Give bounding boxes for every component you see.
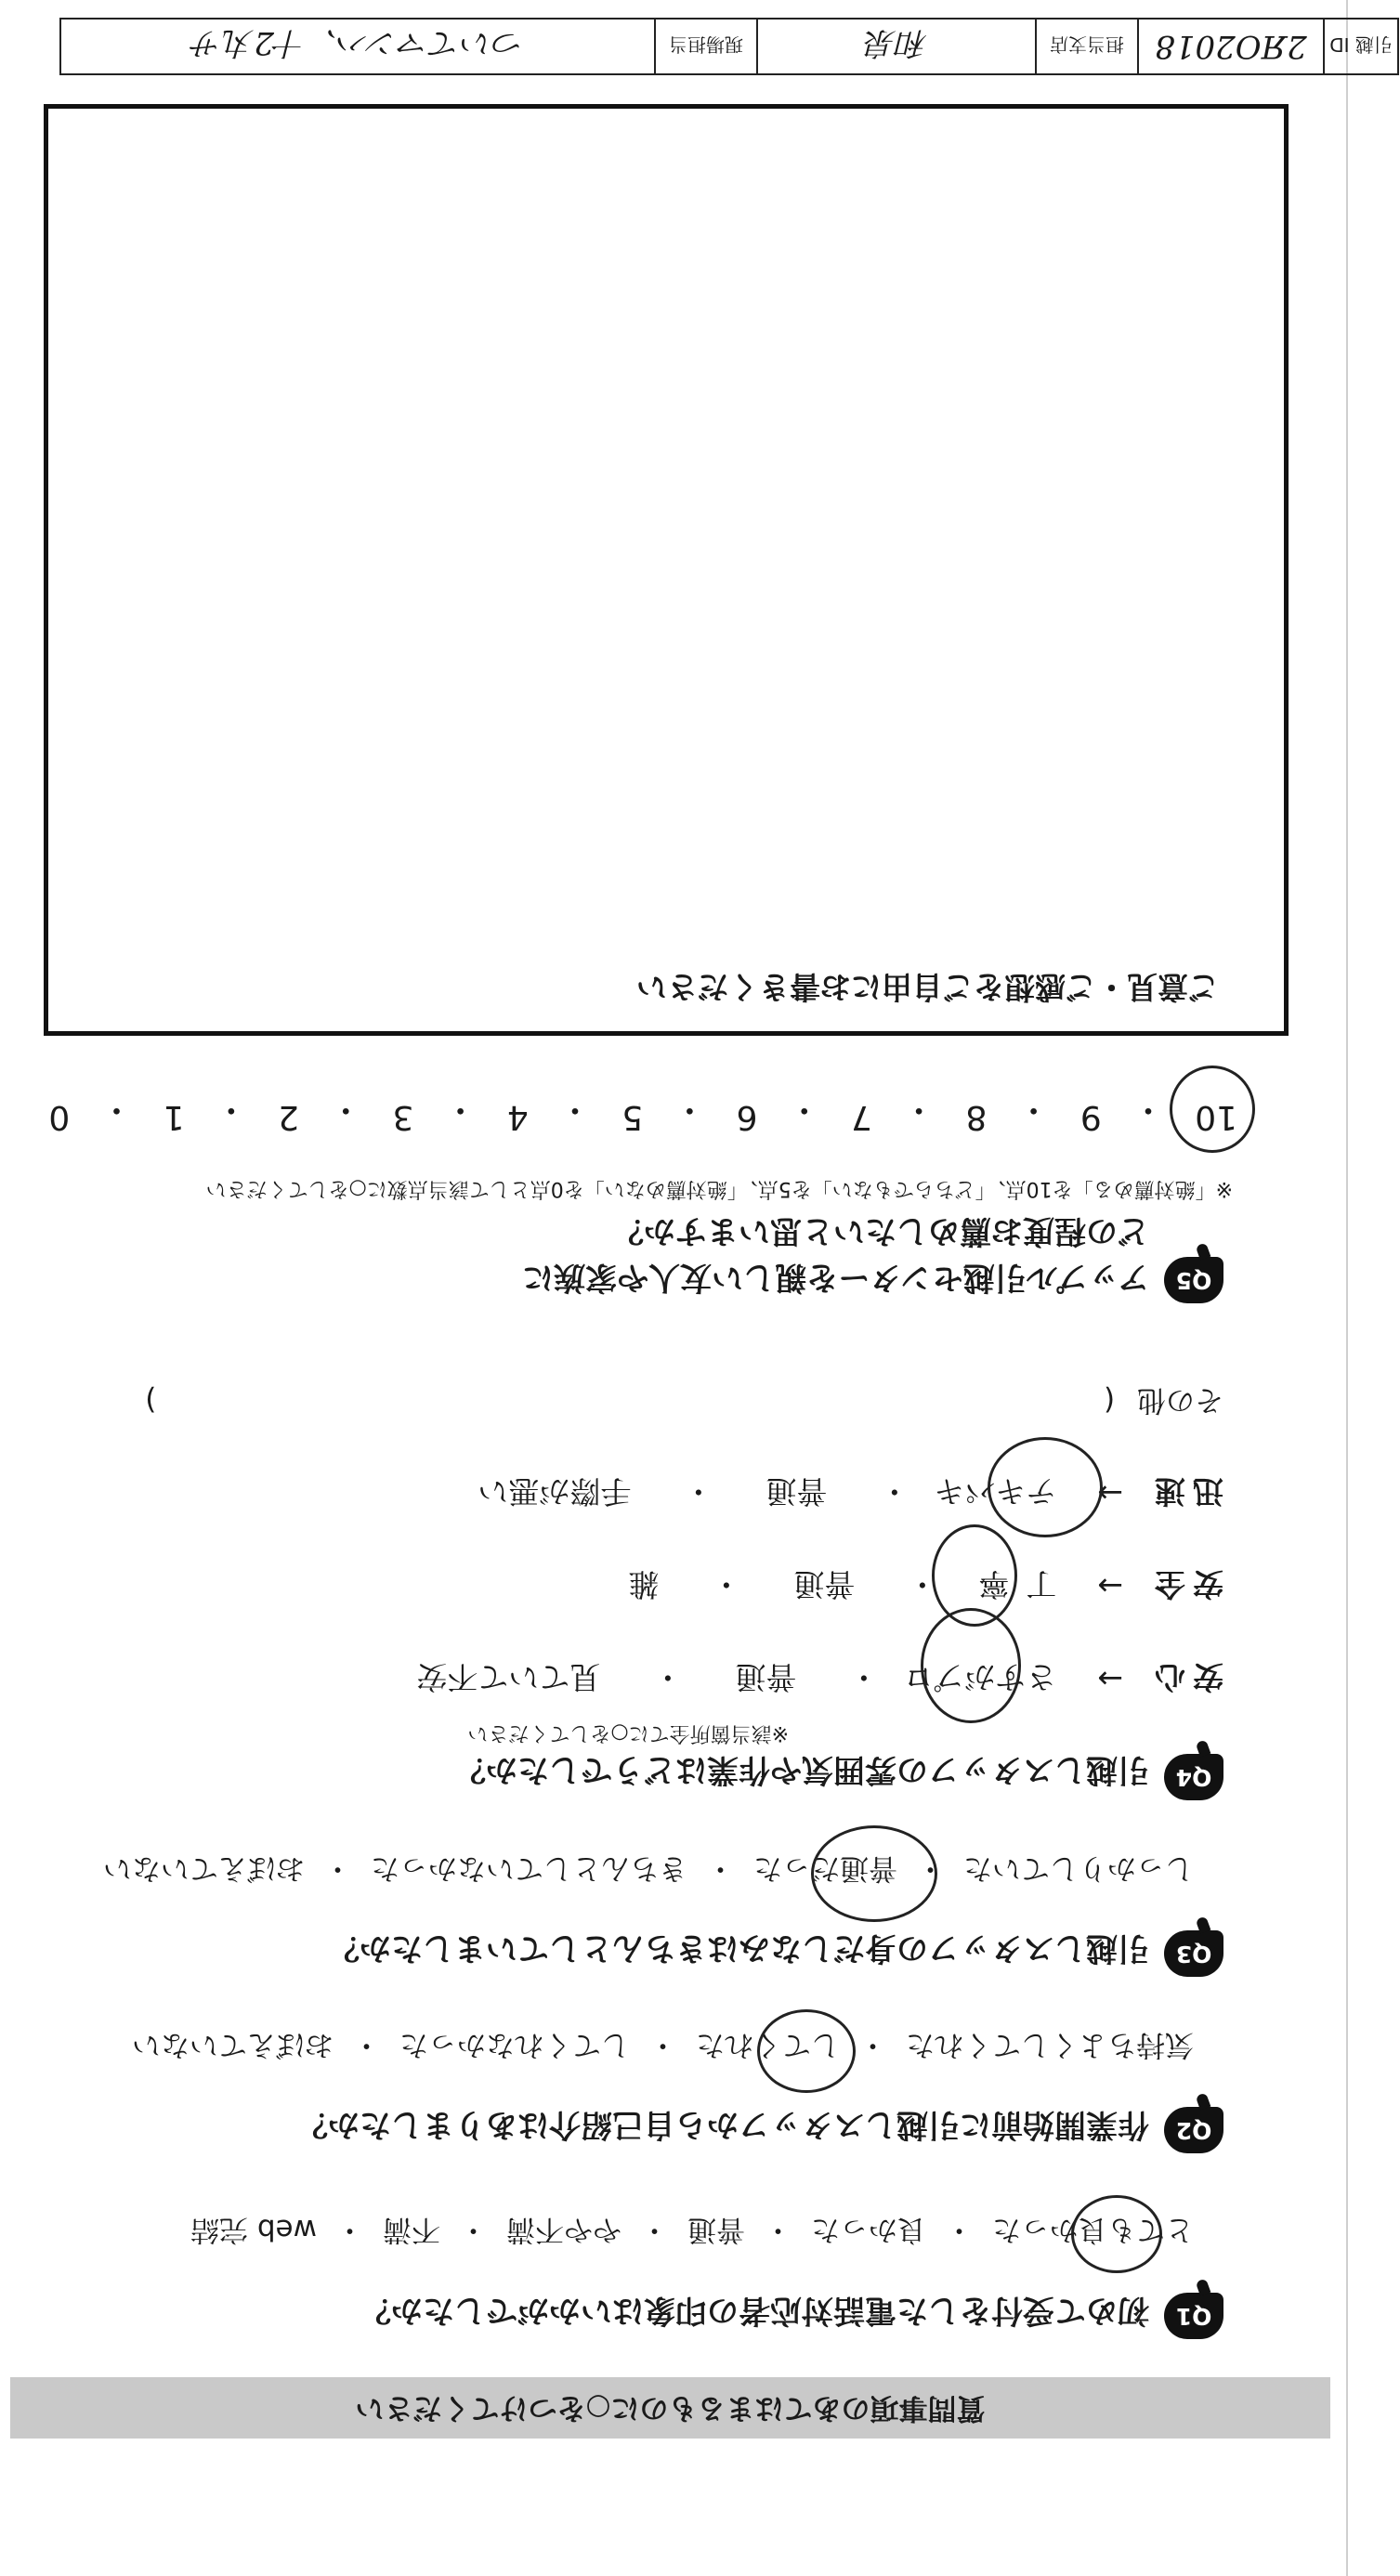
q5-question-line1: アップル引越センターを親しい友人や家族に xyxy=(522,1259,1149,1296)
q5-score[interactable]: 0 xyxy=(48,1098,71,1136)
q4-option[interactable]: 普通 xyxy=(765,1473,828,1510)
header-table xyxy=(59,18,1399,75)
q2-option[interactable]: してくれた xyxy=(696,2028,840,2061)
comment-box[interactable] xyxy=(44,104,1289,1036)
q5-score[interactable]: 6 xyxy=(736,1098,758,1136)
q4-row-label: 安全 xyxy=(1147,1566,1223,1602)
q5-score[interactable]: 10 xyxy=(1195,1098,1237,1136)
q4-other-close: ) xyxy=(145,1383,157,1417)
q5-question-line2: どの程度お薦めしたいと思いますか？ xyxy=(612,1212,1149,1249)
q1-selection-circle xyxy=(1071,2195,1162,2273)
q1-badge: Q1 xyxy=(1164,2293,1223,2339)
q5-score[interactable]: 1 xyxy=(163,1098,185,1136)
q1-option[interactable]: やや不満 xyxy=(506,2213,621,2246)
q4-row-label: 安心 xyxy=(1147,1659,1223,1695)
q2-option[interactable]: おぼえていない xyxy=(132,2028,334,2061)
q4-anzen-selection-circle xyxy=(932,1524,1017,1627)
q4-jinsoku-selection-circle xyxy=(988,1437,1103,1537)
branch-value: 和泉 xyxy=(756,20,1035,73)
comment-body[interactable] xyxy=(85,146,1219,948)
q3-badge: Q3 xyxy=(1164,1930,1223,1977)
q3-option[interactable]: おぼえていない xyxy=(103,1851,305,1885)
q4-option[interactable]: 雑 xyxy=(628,1566,660,1602)
arrow-icon: → xyxy=(1097,1661,1123,1697)
q3-question: 引越しスタッフの身だしなみはきちんとしていましたか？ xyxy=(328,1929,1149,1967)
q5-note: ※「絶対薦める」を10点、「どちらでもない」を5点、「絶対薦めない」を0点として該当点数に○をしてください xyxy=(205,1177,1233,1200)
q2-options: 気持ちよくしてくれた ・ してくれた ・ してくれなかった ・ おぼえていない xyxy=(132,2027,1194,2069)
q5-score[interactable]: 4 xyxy=(506,1098,529,1136)
q3-option[interactable]: しっかりしていた xyxy=(963,1851,1194,1885)
q5-score[interactable]: 7 xyxy=(851,1098,872,1136)
q2-badge: Q2 xyxy=(1164,2107,1223,2153)
q1-option[interactable]: 普通 xyxy=(687,2213,745,2246)
q5-score[interactable]: 8 xyxy=(965,1098,988,1136)
q4-badge: Q4 xyxy=(1164,1754,1223,1800)
q1-option[interactable]: 不満 xyxy=(383,2213,440,2246)
q3-options: しっかりしていた ・ 普通だった ・ きちんとしていなかった ・ おぼえていない xyxy=(103,1850,1194,1892)
q4-option[interactable]: 手際が悪い xyxy=(478,1473,632,1510)
q1-option[interactable]: とても良かった xyxy=(992,2213,1194,2246)
q4-option[interactable]: 丁寧 xyxy=(962,1566,1057,1602)
q4-option[interactable]: 普通 xyxy=(735,1659,797,1695)
branch-label: 担当支店 xyxy=(1035,20,1137,73)
q2-selection-circle xyxy=(757,2009,856,2093)
q5-badge: Q5 xyxy=(1164,1257,1223,1303)
q4-other-open: ( xyxy=(1104,1383,1116,1417)
q1-option[interactable]: 良かった xyxy=(811,2213,926,2246)
q3-option[interactable]: きちんとしていなかった xyxy=(371,1851,687,1885)
q3-selection-circle xyxy=(811,1825,937,1922)
q5-score[interactable]: 2 xyxy=(278,1098,299,1136)
q4-row-jinsoku: 迅速 → テキパキ ・ 普通 ・ 手際が悪い xyxy=(478,1471,1223,1515)
instruction-bar: 質問事項のあてはまるものに○をつけてください xyxy=(10,2377,1330,2439)
comment-title: ご意見・ご感想をご自由にお書きください xyxy=(636,969,1219,1005)
page-edge-line xyxy=(1346,0,1348,2576)
q1-options: とても良かった ・ 良かった ・ 普通 ・ やや不満 ・ 不満 ・ web 完結 xyxy=(190,2212,1194,2254)
leader-value: ついてマンハ、十2丸サ xyxy=(190,24,525,62)
q3-option[interactable]: 普通だった xyxy=(753,1851,897,1885)
q1-option[interactable]: web 完結 xyxy=(190,2213,317,2246)
q4-other xyxy=(145,1382,1223,1424)
arrow-icon: → xyxy=(1097,1568,1123,1604)
q4-option[interactable]: 見ていて不安 xyxy=(416,1659,601,1695)
q5-score[interactable]: 5 xyxy=(621,1098,644,1136)
q4-option[interactable]: 普通 xyxy=(793,1566,856,1602)
q2-question: 作業開始前に引越しスタッフから自己紹介はありましたか？ xyxy=(296,2106,1149,2143)
q4-row-anshin: 安心 → さすがプロ ・ 普通 ・ 見ていて不安 xyxy=(416,1657,1223,1701)
id-value: 2ЯО2018 xyxy=(1137,20,1323,73)
id-label: 引越 ID xyxy=(1323,20,1397,73)
q4-other-label: その他 xyxy=(1137,1383,1223,1417)
q2-option[interactable]: してくれなかった xyxy=(399,2028,630,2061)
q4-option[interactable]: さすがプロ xyxy=(903,1659,1057,1695)
arrow-icon: → xyxy=(1097,1475,1123,1511)
q4-row-anzen: 安全 → 丁寧 ・ 普通 ・ 雑 xyxy=(628,1564,1223,1608)
q5-score[interactable]: 3 xyxy=(392,1098,414,1136)
q4-option[interactable]: テキパキ xyxy=(934,1473,1057,1510)
q4-note: ※該当箇所全てに○をしてください xyxy=(467,1721,789,1745)
q5-scale: 10 ・ 9 ・ 8 ・ 7 ・ 6 ・ 5 ・ 4 ・ 3 ・ 2 ・ 1 ・ 0 xyxy=(48,1091,1237,1136)
leader-label: 現場担当 xyxy=(654,20,756,73)
q5-score[interactable]: 9 xyxy=(1079,1098,1102,1136)
q1-question: 初めて受付をした電話対応者の印象はいかがでしたか？ xyxy=(360,2292,1149,2329)
q4-question: 引越しスタッフの雰囲気や作業はどうでしたか？ xyxy=(454,1751,1149,1788)
q2-option[interactable]: 気持ちよくしてくれた xyxy=(906,2028,1194,2061)
q5-selection-circle xyxy=(1170,1066,1255,1153)
q4-row-label: 迅速 xyxy=(1147,1473,1223,1510)
